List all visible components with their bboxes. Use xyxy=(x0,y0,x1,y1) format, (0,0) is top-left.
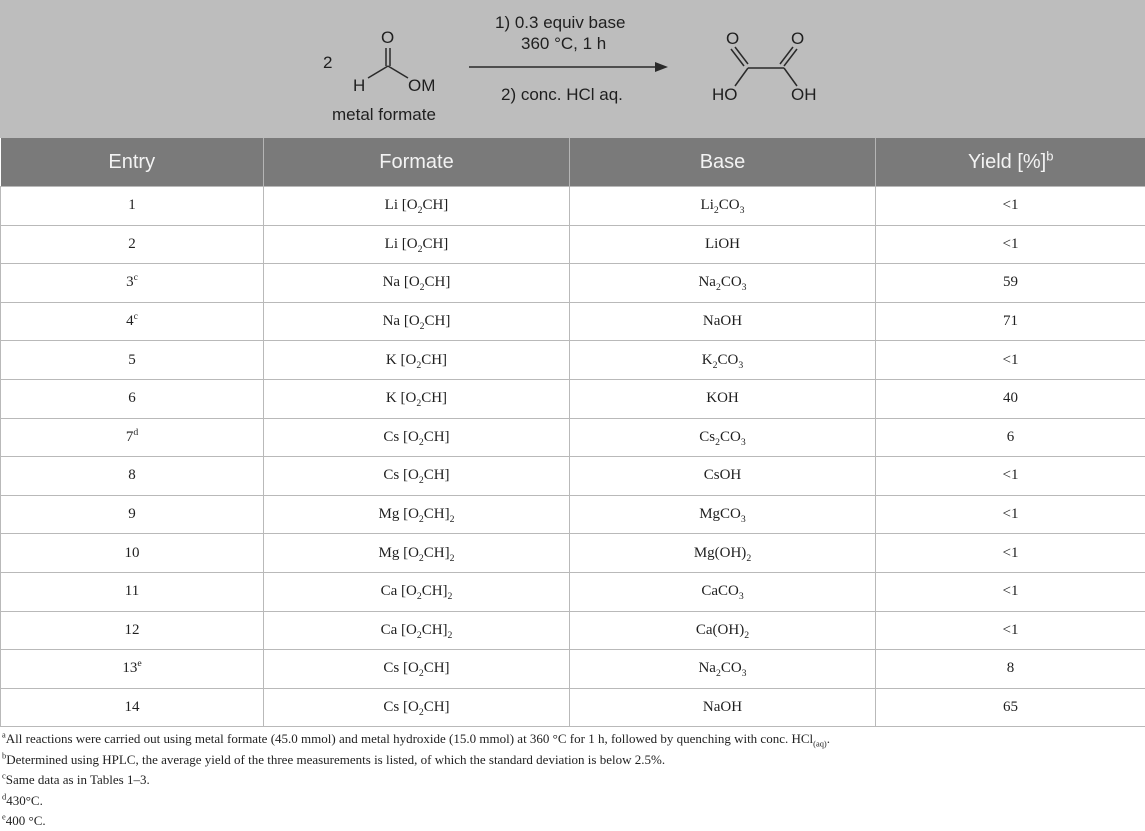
formate-hydrogen: H xyxy=(353,76,365,96)
condition-temperature: 360 °C, 1 h xyxy=(521,34,606,54)
formula-text: Ca(OH) xyxy=(696,622,744,638)
entry-cell xyxy=(1,225,264,264)
formula-subscript: 2 xyxy=(420,321,425,332)
yield-cell: <1 xyxy=(876,457,1145,496)
formate-cell xyxy=(264,495,570,534)
table-row xyxy=(1,302,1145,341)
table-row xyxy=(1,572,1145,611)
formula-subscript: 2 xyxy=(417,630,422,641)
formula-text: Na xyxy=(698,660,716,676)
table-row xyxy=(1,379,1145,418)
entry-cell xyxy=(1,611,264,650)
footnote-text: All reactions were carried out using metal formate (45.0 mmol) and metal hydroxide (15.0 mmol) at 360 °C for 1 h, followed by quenching with conc. HCl xyxy=(6,731,813,746)
entry-cell xyxy=(1,457,264,496)
formula-text: Mg(OH) xyxy=(694,545,747,561)
formula-text: CH] xyxy=(422,236,448,252)
entry-number: 11 xyxy=(125,583,139,599)
table-row xyxy=(1,264,1145,303)
formate-c-h-bond xyxy=(368,66,388,78)
footnote-text: 430°C. xyxy=(6,793,43,808)
entry-cell xyxy=(1,264,264,303)
base-cell xyxy=(570,688,876,727)
formate-carbonyl-oxygen: O xyxy=(381,28,394,48)
formula-subscript: 2 xyxy=(716,668,721,679)
entry-number: 3 xyxy=(126,274,134,290)
footnote xyxy=(2,811,46,831)
formate-cell xyxy=(264,341,570,380)
formula-text: CH] xyxy=(421,390,447,406)
formate-c-o-bond xyxy=(388,66,408,78)
formate-cell xyxy=(264,688,570,727)
formula-subscript: 2 xyxy=(715,437,720,448)
footnote-mark: a xyxy=(2,730,6,740)
formula-text: Na [O xyxy=(383,313,420,329)
table-row xyxy=(1,688,1145,727)
formula-text: CH] xyxy=(424,660,450,676)
formula-subscript: 3 xyxy=(739,591,744,602)
formate-cell xyxy=(264,572,570,611)
footnote xyxy=(2,750,665,770)
formula-subscript: 2 xyxy=(714,205,719,216)
header-base: Base xyxy=(570,138,876,187)
formula-subscript: 2 xyxy=(713,360,718,371)
oxalic-c-o-double-right-1 xyxy=(784,49,797,66)
formula-text: CH] xyxy=(424,506,450,522)
formula-subscript: 2 xyxy=(419,668,424,679)
formula-subscript: 2 xyxy=(418,244,423,255)
oxalic-c-o-double-left-1 xyxy=(731,49,744,66)
yield-cell: <1 xyxy=(876,225,1145,264)
formula-subscript: 2 xyxy=(448,630,453,641)
oxalic-oxygen-right: O xyxy=(791,29,804,49)
yield-cell: 65 xyxy=(876,688,1145,727)
formula-subscript: 2 xyxy=(744,630,749,641)
formula-subscript: 2 xyxy=(419,514,424,525)
yield-cell: <1 xyxy=(876,572,1145,611)
formula-text: CH] xyxy=(421,352,447,368)
formate-cell xyxy=(264,302,570,341)
footnote xyxy=(2,770,150,790)
yield-cell: 59 xyxy=(876,264,1145,303)
header-formate: Formate xyxy=(264,138,570,187)
formula-text: LiOH xyxy=(705,236,740,252)
formula-text: CH] xyxy=(425,313,451,329)
yield-cell: <1 xyxy=(876,534,1145,573)
formula-text: CH] xyxy=(422,197,448,213)
formate-metal-oxygen: OM xyxy=(408,76,435,96)
formate-cell xyxy=(264,379,570,418)
formula-subscript: 2 xyxy=(419,475,424,486)
formula-text: CH] xyxy=(424,699,450,715)
formula-text: K [O xyxy=(386,352,416,368)
footnote-mark: e xyxy=(2,812,6,822)
yield-cell: <1 xyxy=(876,187,1145,226)
entry-number: 5 xyxy=(128,352,136,368)
base-cell xyxy=(570,534,876,573)
entry-number: 12 xyxy=(125,622,140,638)
formula-text: Cs [O xyxy=(383,699,418,715)
table-row xyxy=(1,225,1145,264)
formula-subscript: 2 xyxy=(419,707,424,718)
formula-subscript: 3 xyxy=(740,205,745,216)
formula-text: CO xyxy=(718,352,739,368)
base-cell xyxy=(570,457,876,496)
footnote xyxy=(2,791,43,811)
base-cell xyxy=(570,225,876,264)
entry-number: 1 xyxy=(128,197,136,213)
formula-text: CO xyxy=(721,274,742,290)
entry-footnote-mark: c xyxy=(134,272,138,283)
yield-cell: <1 xyxy=(876,341,1145,380)
footnote-mark: b xyxy=(2,750,6,760)
table-body xyxy=(1,187,1145,727)
entry-cell xyxy=(1,187,264,226)
formula-text: Li xyxy=(701,197,714,213)
formula-text: CaCO xyxy=(701,583,739,599)
table-row xyxy=(1,534,1145,573)
table-row xyxy=(1,418,1145,457)
header-yield-footnote-mark: b xyxy=(1046,148,1053,163)
footnote-text: Determined using HPLC, the average yield of the three measurements is listed, of which the standard deviation is below 2.5%. xyxy=(6,752,665,767)
entry-number: 13 xyxy=(122,660,137,676)
formula-subscript: 2 xyxy=(746,553,751,564)
formula-text: CH] xyxy=(424,545,450,561)
formula-subscript: 2 xyxy=(418,205,423,216)
formula-subscript: 2 xyxy=(417,591,422,602)
base-cell xyxy=(570,611,876,650)
formula-text: CH] xyxy=(424,467,450,483)
base-cell xyxy=(570,187,876,226)
oxalic-c-oh-left xyxy=(735,68,748,86)
oxalic-oxygen-left: O xyxy=(726,29,739,49)
formate-cell xyxy=(264,418,570,457)
formula-text: CH] xyxy=(422,583,448,599)
formula-text: MgCO xyxy=(699,506,741,522)
entry-cell xyxy=(1,302,264,341)
formula-subscript: 2 xyxy=(419,553,424,564)
formate-cell xyxy=(264,187,570,226)
entry-footnote-mark: d xyxy=(133,427,138,438)
formula-subscript: 2 xyxy=(450,553,455,564)
base-cell xyxy=(570,379,876,418)
formula-text: CH] xyxy=(424,429,450,445)
formate-cell xyxy=(264,611,570,650)
formula-text: Ca [O xyxy=(381,583,417,599)
formula-text: Ca [O xyxy=(381,622,417,638)
entry-cell xyxy=(1,534,264,573)
footnote-text: 400 °C. xyxy=(6,813,46,828)
formula-text: CO xyxy=(719,197,740,213)
entry-cell xyxy=(1,572,264,611)
formula-subscript: 2 xyxy=(416,398,421,409)
oxalic-c-o-double-right-2 xyxy=(780,47,793,64)
entry-cell xyxy=(1,650,264,689)
entry-number: 8 xyxy=(128,467,136,483)
formula-text: Li [O xyxy=(385,197,418,213)
formula-text: Cs [O xyxy=(383,660,418,676)
footnote-tail: . xyxy=(827,731,830,746)
formula-subscript: 2 xyxy=(448,591,453,602)
table-row xyxy=(1,187,1145,226)
formula-text: Na xyxy=(698,274,716,290)
formula-text: Cs xyxy=(699,429,715,445)
entry-number: 2 xyxy=(128,236,136,252)
formula-text: CO xyxy=(720,429,741,445)
formate-cell xyxy=(264,225,570,264)
yield-cell: 71 xyxy=(876,302,1145,341)
oxalic-hydroxyl-left: HO xyxy=(712,85,738,105)
footnote xyxy=(2,729,830,749)
yield-cell: 6 xyxy=(876,418,1145,457)
reactant-label: metal formate xyxy=(332,105,436,125)
formula-text: Cs [O xyxy=(383,467,418,483)
formula-text: CH] xyxy=(422,622,448,638)
entry-number: 6 xyxy=(128,390,136,406)
header-entry: Entry xyxy=(1,138,264,187)
oxalic-c-oh-right xyxy=(784,68,797,86)
entry-cell xyxy=(1,495,264,534)
table-row xyxy=(1,341,1145,380)
footnote-subscript: (aq) xyxy=(813,739,827,749)
formula-subscript: 3 xyxy=(742,282,747,293)
formula-text: NaOH xyxy=(703,313,742,329)
formula-text: Li [O xyxy=(385,236,418,252)
entry-cell xyxy=(1,341,264,380)
base-cell xyxy=(570,572,876,611)
base-cell xyxy=(570,264,876,303)
header-yield: Yield [%]$^b$ xyxy=(876,138,1145,187)
formula-text: CsOH xyxy=(704,467,742,483)
base-cell xyxy=(570,302,876,341)
formula-text: CH] xyxy=(425,274,451,290)
formula-subscript: 2 xyxy=(419,437,424,448)
footnote-mark: c xyxy=(2,771,6,781)
formula-subscript: 2 xyxy=(420,282,425,293)
oxalic-c-o-double-left-2 xyxy=(735,47,748,64)
footnote-text: Same data as in Tables 1–3. xyxy=(6,772,150,787)
condition-step-1: 1) 0.3 equiv base xyxy=(495,13,625,33)
formula-text: KOH xyxy=(706,390,739,406)
base-cell xyxy=(570,650,876,689)
entry-number: 7 xyxy=(126,429,134,445)
yield-cell: <1 xyxy=(876,495,1145,534)
reaction-arrow-head xyxy=(655,62,668,72)
entry-footnote-mark: c xyxy=(134,311,138,322)
results-table xyxy=(0,138,1145,727)
formula-text: CO xyxy=(721,660,742,676)
base-cell xyxy=(570,341,876,380)
entry-number: 9 xyxy=(128,506,136,522)
oxalic-hydroxyl-right: OH xyxy=(791,85,817,105)
base-cell xyxy=(570,495,876,534)
entry-cell xyxy=(1,418,264,457)
entry-cell xyxy=(1,379,264,418)
formate-cell xyxy=(264,534,570,573)
yield-cell: 8 xyxy=(876,650,1145,689)
formula-text: Mg [O xyxy=(378,545,418,561)
formula-text: Na [O xyxy=(383,274,420,290)
entry-number: 14 xyxy=(125,699,140,715)
formate-cell xyxy=(264,457,570,496)
entry-cell xyxy=(1,688,264,727)
entry-number: 4 xyxy=(126,313,134,329)
formula-subscript: 2 xyxy=(716,282,721,293)
formate-cell xyxy=(264,264,570,303)
entry-number: 10 xyxy=(125,545,140,561)
formula-text: Mg [O xyxy=(378,506,418,522)
formula-text: Cs [O xyxy=(383,429,418,445)
formula-text: K xyxy=(702,352,713,368)
formula-text: NaOH xyxy=(703,699,742,715)
formula-subscript: 2 xyxy=(450,514,455,525)
formate-cell xyxy=(264,650,570,689)
condition-step-2: 2) conc. HCl aq. xyxy=(501,85,623,105)
entry-footnote-mark: e xyxy=(137,658,141,669)
formula-subscript: 3 xyxy=(738,360,743,371)
yield-cell: <1 xyxy=(876,611,1145,650)
base-cell xyxy=(570,418,876,457)
table-row xyxy=(1,650,1145,689)
formula-subscript: 3 xyxy=(742,668,747,679)
formula-text: K [O xyxy=(386,390,416,406)
footnote-mark: d xyxy=(2,791,6,801)
scheme-bonds xyxy=(0,0,1145,138)
formula-subscript: 3 xyxy=(741,437,746,448)
table-row xyxy=(1,611,1145,650)
table-header-row xyxy=(1,138,1145,187)
formula-subscript: 3 xyxy=(741,514,746,525)
reaction-scheme xyxy=(0,0,1145,138)
formula-subscript: 2 xyxy=(416,360,421,371)
table-row xyxy=(1,457,1145,496)
yield-cell: 40 xyxy=(876,379,1145,418)
reactant-coefficient: 2 xyxy=(323,53,332,73)
table-row xyxy=(1,495,1145,534)
